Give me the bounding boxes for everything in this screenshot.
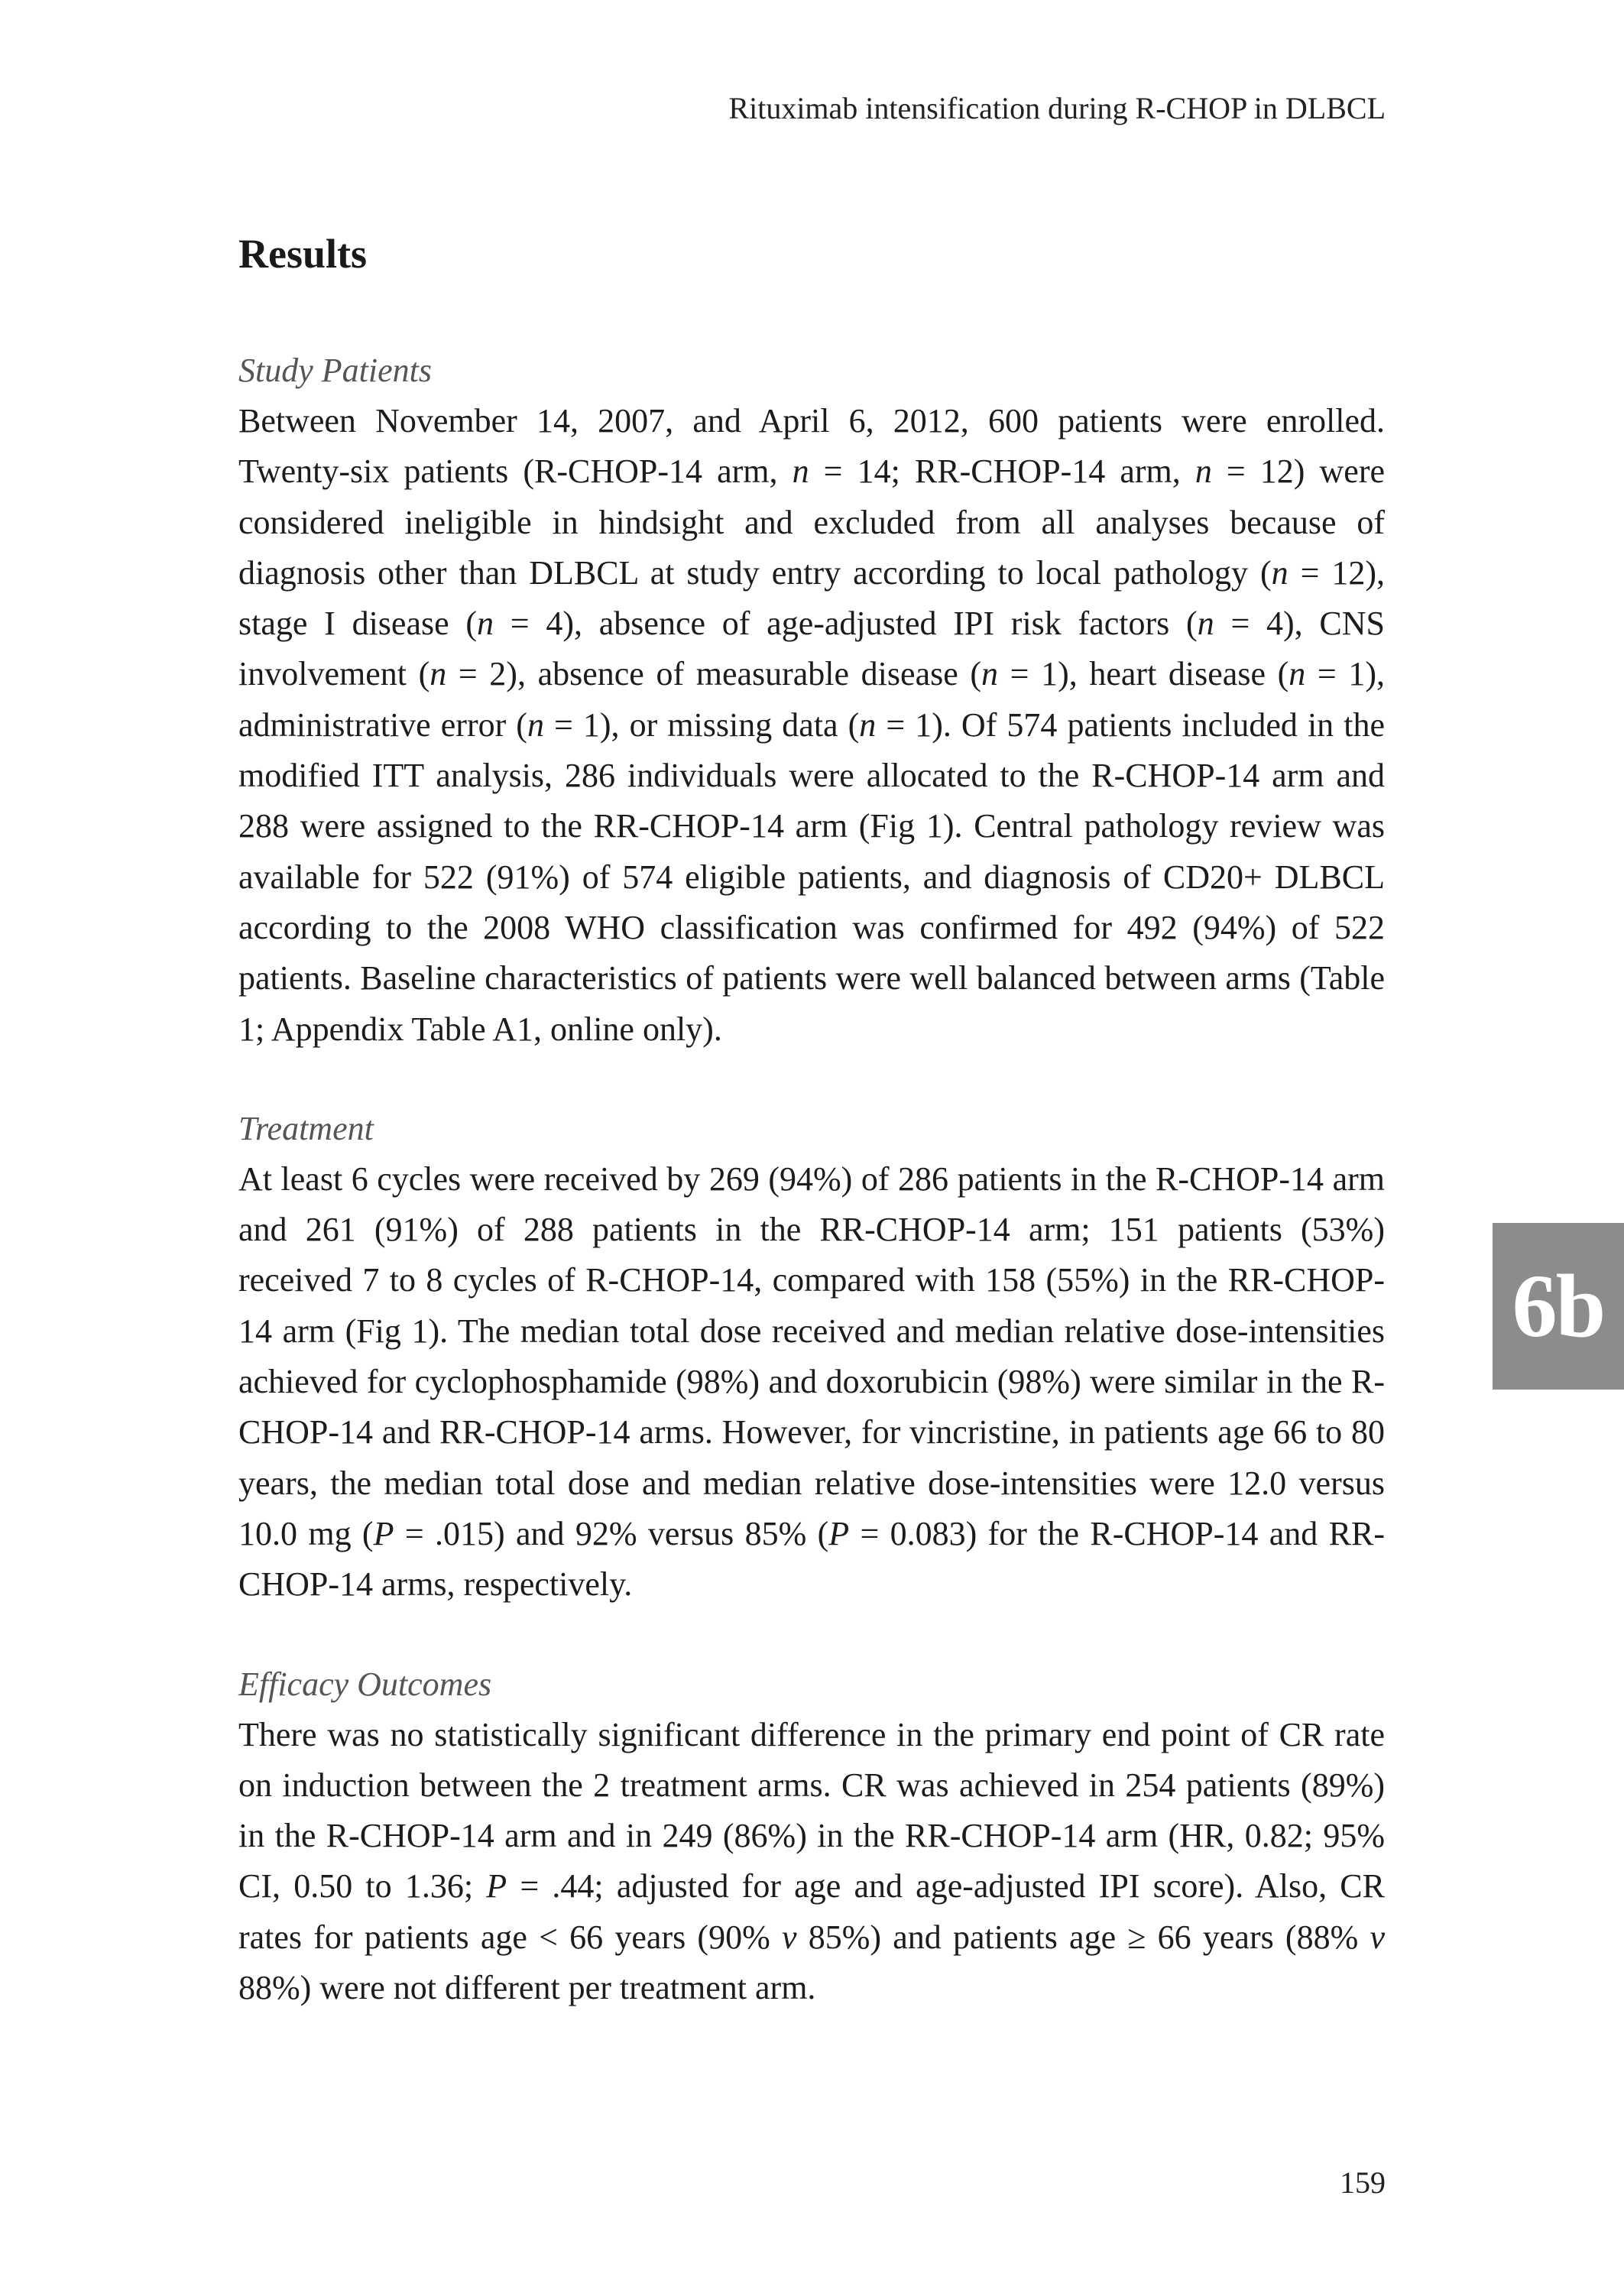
subsection-treatment: [238, 1104, 1385, 1610]
text-run: = 1), heart disease (: [998, 655, 1289, 693]
italic-symbol: n: [477, 605, 494, 643]
subsection-heading: Treatment: [238, 1109, 374, 1147]
text-run: = 1). Of 574 patients included in the modified ITT analysis, 286 individuals were allocated to the R-CHOP-14 arm and 288 were assigned to the RR-CHOP-14 arm (Fig 1). Central pathology review was available for 522 (91%) of 574 eligible patients, and diagnosis of CD20+ DLBCL according to the 2008 WHO classification was confirmed for 492 (94%) of 522 patients. Baseline characteristics of patients were well balanced between arms (Table 1; Appendix Table A1, online only).: [238, 705, 1385, 1048]
text-run: There was no statistically significant difference in the primary end point of CR rate on induction between the 2 treatment arms. CR was achieved in 254 patients (89%) in the R-CHOP-14 arm and in 249 (86%) in the RR-CHOP-14 arm (HR, 0.82; 95% CI, 0.50 to 1.36;: [238, 1715, 1385, 1905]
text-run: = 0.083) for the R-CHOP-14 and RR-CHOP-14 arms, respectively.: [238, 1514, 1385, 1604]
text-run: = 2), absence of measurable disease (: [446, 655, 982, 693]
text-run: 85%) and patients age ≥ 66 years (88%: [796, 1918, 1370, 1956]
text-run: = 12) were considered ineligible in hindsight and excluded from all analyses because of diagnosis other than DLBCL at study entry according to local pathology (: [238, 452, 1385, 592]
text-run: = .015) and 92% versus 85% (: [394, 1514, 829, 1552]
text-run: 88%) were not different per treatment arm.: [238, 1969, 816, 2007]
section-title: Results: [238, 231, 368, 277]
italic-symbol: n: [859, 705, 877, 744]
subsection-study-patients: [238, 345, 1385, 1055]
text-run: = .44; adjusted for age and age-adjusted IPI score). Also, CR rates for patients age < 66 years (90%: [238, 1867, 1385, 1956]
text-run: At least 6 cycles were received by 269 (94%) of 286 patients in the R-CHOP-14 arm and 261 (91%) of 288 patients in the RR-CHOP-14 arm; 151 patients (53%) received 7 to 8 cycles of R-CHOP-14, compared with 158 (55%) in the RR-CHOP-14 arm (Fig 1). The median total dose received and median relative dose-intensities achieved for cyclophosphamide (98%) and doxorubicin (98%) were similar in the R-CHOP-14 and RR-CHOP-14 arms. However, for vincristine, in patients age 66 to 80 years, the median total dose and median relative dose-intensities were 12.0 versus 10.0 mg (: [238, 1159, 1385, 1552]
text-run: = 14; RR-CHOP-14 arm,: [809, 452, 1195, 491]
paragraph: [238, 396, 1385, 1055]
italic-symbol: n: [1289, 655, 1306, 693]
subsection-heading: Efficacy Outcomes: [238, 1665, 492, 1703]
article-body: [238, 229, 1385, 2062]
subsection-efficacy-outcomes: [238, 1659, 1385, 2014]
italic-symbol: n: [430, 655, 447, 693]
text-run: Between November 14, 2007, and April 6, 2012, 600 patients were enrolled. Twenty-six patients (R-CHOP-14 arm,: [238, 402, 1385, 491]
italic-symbol: n: [792, 452, 809, 491]
italic-symbol: P: [486, 1867, 507, 1905]
text-run: = 12), stage I disease (: [238, 553, 1386, 643]
italic-symbol: v: [781, 1918, 797, 1956]
paragraph: [238, 1154, 1385, 1610]
italic-symbol: P: [373, 1514, 394, 1552]
italic-symbol: P: [828, 1514, 850, 1552]
chapter-tab-label: 6b: [1512, 1256, 1605, 1356]
subsection-heading: Study Patients: [238, 352, 432, 389]
page-number: 159: [1340, 2165, 1386, 2200]
text-run: = 1), administrative error (: [238, 655, 1385, 744]
italic-symbol: n: [981, 655, 999, 693]
text-run: = 4), CNS involvement (: [238, 605, 1386, 693]
chapter-thumb-tab: [1493, 1223, 1624, 1390]
text-run: = 1), or missing data (: [543, 705, 860, 744]
italic-symbol: n: [1271, 553, 1289, 592]
italic-symbol: v: [1370, 1918, 1385, 1956]
italic-symbol: n: [527, 705, 544, 744]
italic-symbol: n: [1194, 452, 1212, 491]
italic-symbol: n: [1197, 605, 1214, 643]
text-run: = 4), absence of age-adjusted IPI risk factors (: [494, 605, 1198, 643]
running-header: Rituximab intensification during R-CHOP in DLBCL: [728, 91, 1386, 125]
paragraph: [238, 1710, 1385, 2014]
